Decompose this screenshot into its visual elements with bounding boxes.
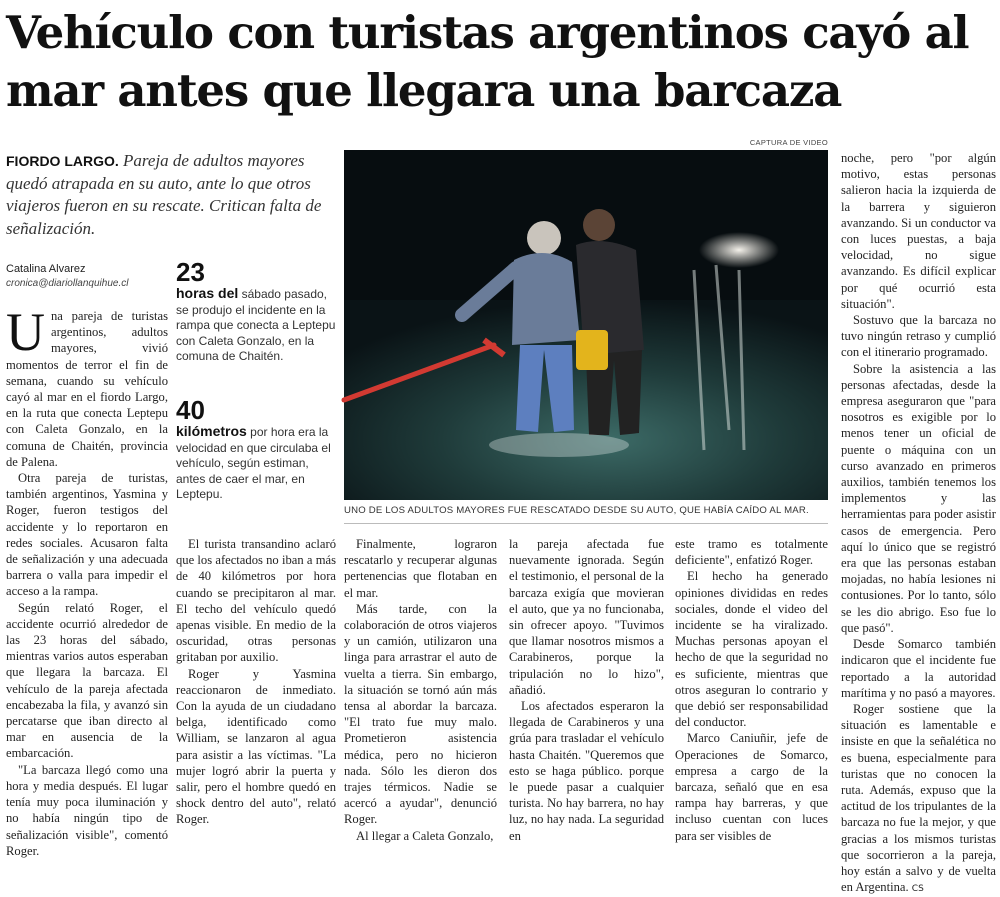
fact-highlight: horas del	[176, 285, 239, 301]
lead-summary	[6, 150, 336, 240]
paragraph: "La barcaza llegó como una hora y media después. El lugar tenía muy poca iluminación y no había ningún tipo de señalización visible", comentó Roger.	[6, 762, 168, 858]
paragraph: Otra pareja de turistas, también argentinos, Yasmina y Roger, fueron testigos del accidente y lo reportaron en redes sociales. Acusaron falta de señalización y una adecuada barrera o valla para impedir el acceso a la rampa.	[6, 471, 168, 599]
paragraph: Marco Caniuñir, jefe de Operaciones de Somarco, empresa a cargo de la barcaza, señaló que en esa rampa hay barreras, y que incluso cuentan con luces para ser visibles de	[675, 731, 828, 843]
paragraph-text: Roger sostiene que la situación es lamentable e insiste en que la señalética no es buena, especialmente para turistas que no conocen la ruta. Además, expuso que la actitud de los tripulantes de la barcaza no fue la mejor, y que gracias a los mismos turistas que socorrieron a la pareja, hoy están a salvo y de vuelta en Argentina.	[841, 701, 996, 895]
paragraph: Sobre la asistencia a las personas afectadas, desde la empresa aseguraron que "para nosotros es exigible por lo menos tener un oficial de puente o máquina con un curso avanzado en primeros auxilios, también tenemos los implementos y las herramientas para poder asistir casos de emergencia. Pero aquí lo único que se registró era que las personas estaban mojadas, no había lesiones ni contusiones. Por lo tanto, sólo se les dio abrigo. Eso fue lo que pasó".	[841, 361, 996, 635]
author-name: Catalina Alvarez	[6, 263, 86, 275]
paragraph: Desde Somarco también indicaron que el incidente fue reportado a la autoridad marítima y no pasó a mayores.	[841, 637, 996, 700]
author-email[interactable]: cronica@diariollanquihue.cl	[6, 278, 129, 289]
fact-number: 23	[176, 257, 205, 287]
article-column-6	[841, 150, 996, 895]
paragraph: Los afectados esperaron la llegada de Carabineros y una grúa para trasladar el vehículo hasta Chaitén. "Queremos que esto se haga público. porque le puede pasar a cualquier turista. No hay barrera, no hay luz, no hay nada. La seguridad en	[509, 699, 664, 843]
fact-number: 40	[176, 395, 205, 425]
article-column-4	[509, 536, 664, 843]
lead-text: Pareja de adultos mayores quedó atrapada en su auto, ante lo que otros viajeros fueron en su rescate. Critican falta de señalización.	[6, 151, 322, 238]
paragraph: na pareja de turistas argentinos, adultos mayores, vivió momentos de terror el fin de semana, cuando su vehículo cayó al mar en el fiordo Largo, en la ruta que conecta Leptepu con Caleta Gonzalo, en la comuna de Chaitén, provincia de Palena.	[6, 309, 168, 469]
fact-box-speed	[176, 396, 336, 503]
paragraph: El turista transandino aclaró que los afectados no iban a más de 40 kilómetros por hora cuando se precipitaron al mar. El techo del vehículo quedó apenas visible. En medio de la oscuridad, otras personas gritaban por auxilio.	[176, 537, 336, 665]
article-column-5	[675, 536, 828, 843]
photo-caption: UNO DE LOS ADULTOS MAYORES FUE RESCATADO DESDE SU AUTO, QUE HABÍA CAÍDO AL MAR.	[344, 505, 809, 516]
fact-text: sábado pasado, se produjo el incidente en la rampa que conecta a Leptepu con Caleta Gonzalo, en la comuna de Chaitén.	[176, 287, 336, 363]
caption-divider	[344, 523, 828, 524]
fact-box-hours	[176, 258, 336, 365]
paragraph	[841, 701, 996, 897]
paragraph: Más tarde, con la colaboración de otros viajeros y un camión, utilizaron una linga para arrastrar el auto de vuelta a tierra. Sin embargo, la situación se tornó aún más tensa al abordar la barcaza. "El trato fue muy malo. Prometieron asistencia médica, pero no hicieron nada. Sólo les dieron dos trajes térmicos. Nadie se acercó a ayudar", denunció Roger.	[344, 601, 497, 827]
headline: Vehículo con turistas argentinos cayó al mar antes que llegara una barcaza	[6, 6, 969, 117]
article-column-1	[6, 302, 168, 858]
paragraph: noche, pero "por algún motivo, estas personas salieron hacia la izquierda de la barrera y siguieron avanzando. Si un conductor va con luces puestas, a baja velocidad, no sigue avanzando. Es difícil explicar por qué ocurrió esta situación".	[841, 151, 996, 311]
drop-cap: U	[6, 302, 45, 362]
lead-kicker: FIORDO LARGO.	[6, 153, 119, 169]
paragraph: este tramo es totalmente deficiente", enfatizó Roger.	[675, 537, 828, 568]
rescue-scene-illustration	[344, 150, 828, 500]
paragraph: Finalmente, lograron rescatarlo y recuperar algunas pertenencias que flotaban en el mar.	[344, 537, 497, 600]
fact-highlight: kilómetros	[176, 423, 247, 439]
byline	[6, 263, 166, 289]
fact-text: por hora era la velocidad en que circulaba el vehículo, según estiman, antes de caer el mar, en Leptepu.	[176, 425, 331, 501]
paragraph: la pareja afectada fue nuevamente ignorada. Según el testimonio, el personal de la barcaza exigía que movieran el auto, que ya no funcionaba, sin ofrecer apoyo. "Tuvimos que llamar nosotros mismos a Carabineros, porque la tripulación no lo hizo", añadió.	[509, 537, 664, 697]
paragraph: Sostuvo que la barcaza no tuvo ningún retraso y cumplió con el itinerario programado.	[841, 313, 996, 360]
paragraph: Según relató Roger, el accidente ocurrió alrededor de las 23 horas del sábado, mientras varios autos esperaban que llegara la barcaza. El vehículo de la pareja afectada encabezaba la fila, y avanzó sin percatarse que iban directo al mar en ausencia de la embarcación.	[6, 600, 168, 761]
news-photo	[344, 150, 828, 500]
article-column-2	[176, 536, 336, 827]
end-mark: CS	[911, 884, 924, 895]
photo-credit: CAPTURA DE VIDEO	[749, 138, 828, 147]
paragraph: Al llegar a Caleta Gonzalo,	[356, 828, 494, 843]
article-column-3	[344, 536, 497, 843]
paragraph: El hecho ha generado opiniones divididas en redes sociales, donde el video del incidente se ha viralizado. Muchas personas apoyan el hecho de que la seguridad no es suficiente, mientras que otros aseguran lo contrario y que debió ser responsabilidad del conductor.	[675, 569, 828, 730]
paragraph: Roger y Yasmina reaccionaron de inmediato. Con la ayuda de un ciudadano belga, identificado como William, se lanzaron al agua para asistir a las víctimas. "La mujer logró abrir la puerta y salir, pero el hombre quedó en shock dentro del auto", relató Roger.	[176, 666, 336, 827]
